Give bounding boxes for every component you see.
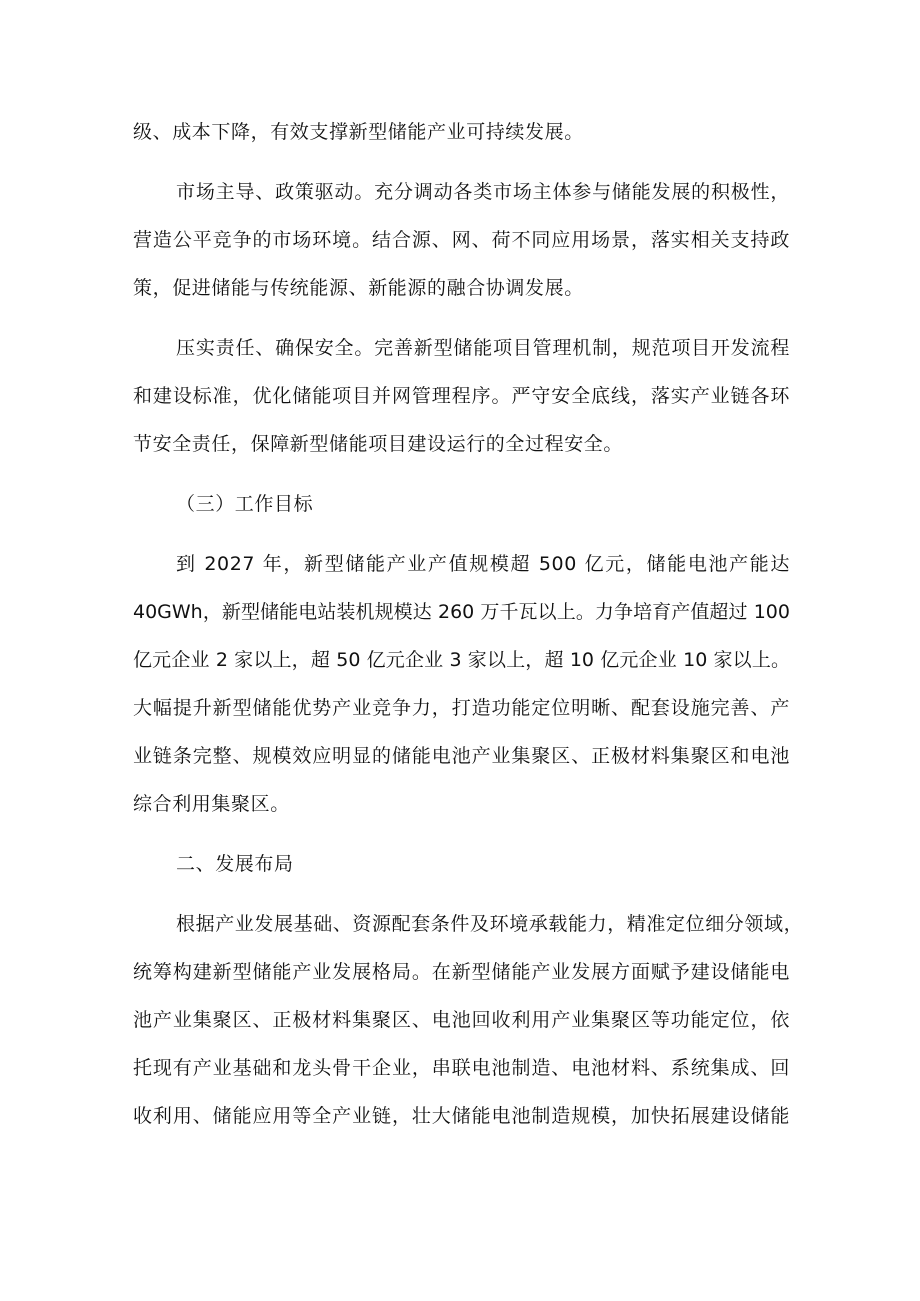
paragraph-line: 市场主导、政策驱动。充分调动各类市场主体参与储能发展的积极性， xyxy=(176,181,790,203)
paragraph-line: 级、成本下降，有效支撑新型储能产业可持续发展。 xyxy=(133,121,584,143)
section-heading: 二、发展布局 xyxy=(176,853,294,875)
paragraph-line: 节安全责任，保障新型储能项目建设运行的全过程安全。 xyxy=(133,433,624,455)
paragraph-line: 到 2027 年，新型储能产业产值规模超 500 亿元，储能电池产能达 xyxy=(176,553,790,575)
paragraph-line: 策，促进储能与传统能源、新能源的融合协调发展。 xyxy=(133,277,584,299)
paragraph-line: 统筹构建新型储能产业发展格局。在新型储能产业发展方面赋予建设储能电 xyxy=(133,961,790,983)
paragraph-line: 根据产业发展基础、资源配套条件及环境承载能力，精准定位细分领域， xyxy=(176,913,804,935)
paragraph-line: 收利用、储能应用等全产业链，壮大储能电池制造规模，加快拓展建设储能 xyxy=(133,1105,790,1127)
paragraph-line: 亿元企业 2 家以上，超 50 亿元企业 3 家以上，超 10 亿元企业 10 家以上。 xyxy=(133,649,790,671)
paragraph-line: 托现有产业基础和龙头骨干企业，串联电池制造、电池材料、系统集成、回 xyxy=(133,1057,790,1079)
paragraph-line: 压实责任、确保安全。完善新型储能项目管理机制，规范项目开发流程 xyxy=(176,337,790,359)
paragraph-line: 大幅提升新型储能优势产业竞争力，打造功能定位明晰、配套设施完善、产 xyxy=(133,697,790,719)
paragraph-line: 营造公平竞争的市场环境。结合源、网、荷不同应用场景，落实相关支持政 xyxy=(133,229,790,251)
paragraph-line: 池产业集聚区、正极材料集聚区、电池回收利用产业集聚区等功能定位，依 xyxy=(133,1009,790,1031)
paragraph-line: 40GWh，新型储能电站装机规模达 260 万千瓦以上。力争培育产值超过 100 xyxy=(133,601,790,623)
paragraph-line: 业链条完整、规模效应明显的储能电池产业集聚区、正极材料集聚区和电池 xyxy=(133,745,790,767)
paragraph-line: 和建设标准，优化储能项目并网管理程序。严守安全底线，落实产业链各环 xyxy=(133,385,790,407)
section-heading: （三）工作目标 xyxy=(176,493,314,515)
paragraph-line: 综合利用集聚区。 xyxy=(133,793,290,815)
